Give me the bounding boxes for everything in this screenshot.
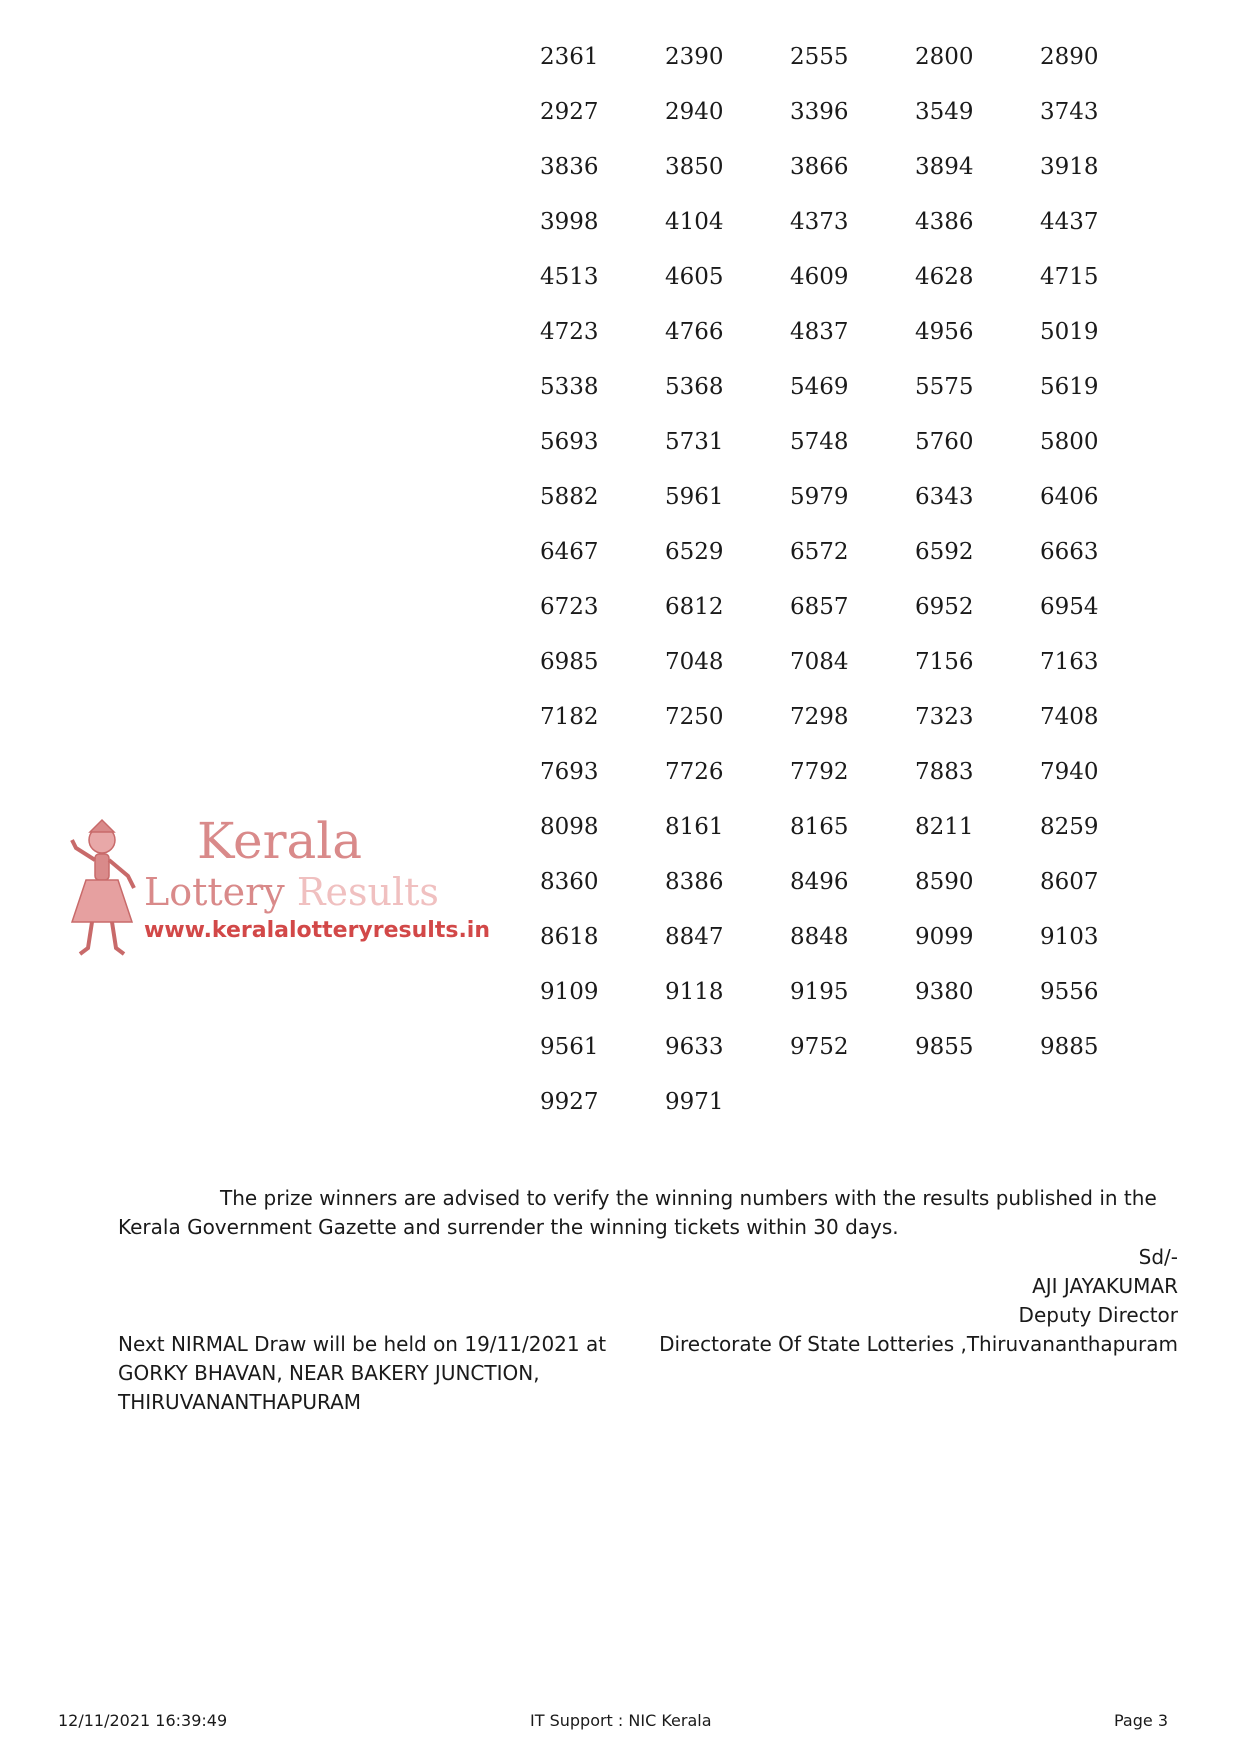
signature-block — [659, 1243, 1178, 1359]
winning-number: 6952 — [915, 594, 974, 620]
winning-number: 6406 — [1040, 484, 1099, 510]
footer-it-support: IT Support : NIC Kerala — [530, 1711, 712, 1730]
winning-number: 6343 — [915, 484, 974, 510]
winning-number: 9885 — [1040, 1034, 1099, 1060]
winning-number: 4605 — [665, 264, 724, 290]
signatory-name: AJI JAYAKUMAR — [1032, 1274, 1178, 1298]
winning-number: 5748 — [790, 429, 849, 455]
winning-number: 8360 — [540, 869, 599, 895]
signature-sd: Sd/- — [1138, 1245, 1178, 1269]
logo-lottery-results-text — [144, 870, 439, 914]
winning-number: 6857 — [790, 594, 849, 620]
winning-number: 8848 — [790, 924, 849, 950]
winning-number: 2390 — [665, 44, 724, 70]
winning-number: 9109 — [540, 979, 599, 1005]
winning-number: 7693 — [540, 759, 599, 785]
signatory-office: Directorate Of State Lotteries ,Thiruvananthapuram — [659, 1332, 1178, 1356]
winning-number: 4437 — [1040, 209, 1099, 235]
winning-number: 8618 — [540, 924, 599, 950]
winning-number: 4386 — [915, 209, 974, 235]
winning-number: 6663 — [1040, 539, 1099, 565]
winning-number: 7084 — [790, 649, 849, 675]
winning-number: 7940 — [1040, 759, 1099, 785]
logo-url: www.keralalotteryresults.in — [144, 918, 491, 943]
winning-number: 9195 — [790, 979, 849, 1005]
winning-number: 3918 — [1040, 154, 1099, 180]
winning-number: 3850 — [665, 154, 724, 180]
winning-number: 6954 — [1040, 594, 1099, 620]
watermark-logo — [62, 812, 491, 958]
winning-number: 3549 — [915, 99, 974, 125]
winning-number: 9556 — [1040, 979, 1099, 1005]
winning-number: 5368 — [665, 374, 724, 400]
verification-notice: The prize winners are advised to verify the winning numbers with the results published in the Kerala Government Gazette and surrender the winning tickets within 30 days. — [118, 1186, 1157, 1239]
winning-number: 9561 — [540, 1034, 599, 1060]
winning-number: 4723 — [540, 319, 599, 345]
winning-number: 8496 — [790, 869, 849, 895]
winning-number: 9855 — [915, 1034, 974, 1060]
winning-number: 7156 — [915, 649, 974, 675]
winning-number: 4766 — [665, 319, 724, 345]
winning-number: 4373 — [790, 209, 849, 235]
winning-number: 5575 — [915, 374, 974, 400]
winning-number: 8607 — [1040, 869, 1099, 895]
logo-results-word: Results — [296, 870, 439, 914]
winning-number: 6812 — [665, 594, 724, 620]
winning-number: 9633 — [665, 1034, 724, 1060]
winning-number: 3396 — [790, 99, 849, 125]
winning-number: 6723 — [540, 594, 599, 620]
winning-number: 9099 — [915, 924, 974, 950]
next-draw-notice: Next NIRMAL Draw will be held on 19/11/2021 at GORKY BHAVAN, NEAR BAKERY JUNCTION, THIRUVANANTHAPURAM — [118, 1332, 607, 1414]
winning-number: 4609 — [790, 264, 849, 290]
winning-number: 3866 — [790, 154, 849, 180]
winning-number: 9927 — [540, 1089, 599, 1115]
winning-number: 3894 — [915, 154, 974, 180]
winning-number: 8847 — [665, 924, 724, 950]
winning-number: 4104 — [665, 209, 724, 235]
winning-number: 7048 — [665, 649, 724, 675]
winning-number: 5469 — [790, 374, 849, 400]
winning-number: 5338 — [540, 374, 599, 400]
winning-number: 4628 — [915, 264, 974, 290]
winning-number: 5731 — [665, 429, 724, 455]
winning-number: 2361 — [540, 44, 599, 70]
winning-number: 8165 — [790, 814, 849, 840]
winning-number: 9971 — [665, 1089, 724, 1115]
winning-number: 3998 — [540, 209, 599, 235]
winning-number: 7182 — [540, 704, 599, 730]
signatory-designation: Deputy Director — [1018, 1303, 1178, 1327]
kathakali-dancer-icon — [62, 818, 142, 958]
winning-number: 5961 — [665, 484, 724, 510]
winning-number: 2890 — [1040, 44, 1099, 70]
winning-number: 5800 — [1040, 429, 1099, 455]
winning-number: 7323 — [915, 704, 974, 730]
winning-number: 5760 — [915, 429, 974, 455]
footer-timestamp: 12/11/2021 16:39:49 — [58, 1711, 228, 1730]
winning-number: 6572 — [790, 539, 849, 565]
winning-number: 8098 — [540, 814, 599, 840]
winning-number: 4837 — [790, 319, 849, 345]
footer-page-number: Page 3 — [1114, 1711, 1168, 1730]
winning-number: 5693 — [540, 429, 599, 455]
logo-lottery-word: Lottery — [144, 870, 285, 914]
winning-number: 7726 — [665, 759, 724, 785]
winning-number: 4956 — [915, 319, 974, 345]
winning-number: 2927 — [540, 99, 599, 125]
winning-number: 3836 — [540, 154, 599, 180]
winning-number: 9380 — [915, 979, 974, 1005]
winning-number: 5019 — [1040, 319, 1099, 345]
winning-numbers-grid — [540, 42, 1165, 1142]
winning-number: 6529 — [665, 539, 724, 565]
winning-number: 8590 — [915, 869, 974, 895]
winning-number: 7408 — [1040, 704, 1099, 730]
winning-number: 4715 — [1040, 264, 1099, 290]
winning-number: 6985 — [540, 649, 599, 675]
winning-number: 7250 — [665, 704, 724, 730]
winning-number: 2800 — [915, 44, 974, 70]
winning-number: 6592 — [915, 539, 974, 565]
logo-kerala-text: Kerala — [197, 812, 363, 870]
winning-number: 7883 — [915, 759, 974, 785]
winning-number: 7163 — [1040, 649, 1099, 675]
winning-number: 8259 — [1040, 814, 1099, 840]
winning-number: 7792 — [790, 759, 849, 785]
winning-number: 5979 — [790, 484, 849, 510]
winning-number: 9752 — [790, 1034, 849, 1060]
winning-number: 8386 — [665, 869, 724, 895]
winning-number: 8161 — [665, 814, 724, 840]
winning-number: 5882 — [540, 484, 599, 510]
winning-number: 7298 — [790, 704, 849, 730]
winning-number: 2555 — [790, 44, 849, 70]
winning-number: 4513 — [540, 264, 599, 290]
winning-number: 6467 — [540, 539, 599, 565]
winning-number: 8211 — [915, 814, 974, 840]
winning-number: 3743 — [1040, 99, 1099, 125]
winning-number: 9118 — [665, 979, 724, 1005]
winning-number: 5619 — [1040, 374, 1099, 400]
winning-number: 9103 — [1040, 924, 1099, 950]
winning-number: 2940 — [665, 99, 724, 125]
